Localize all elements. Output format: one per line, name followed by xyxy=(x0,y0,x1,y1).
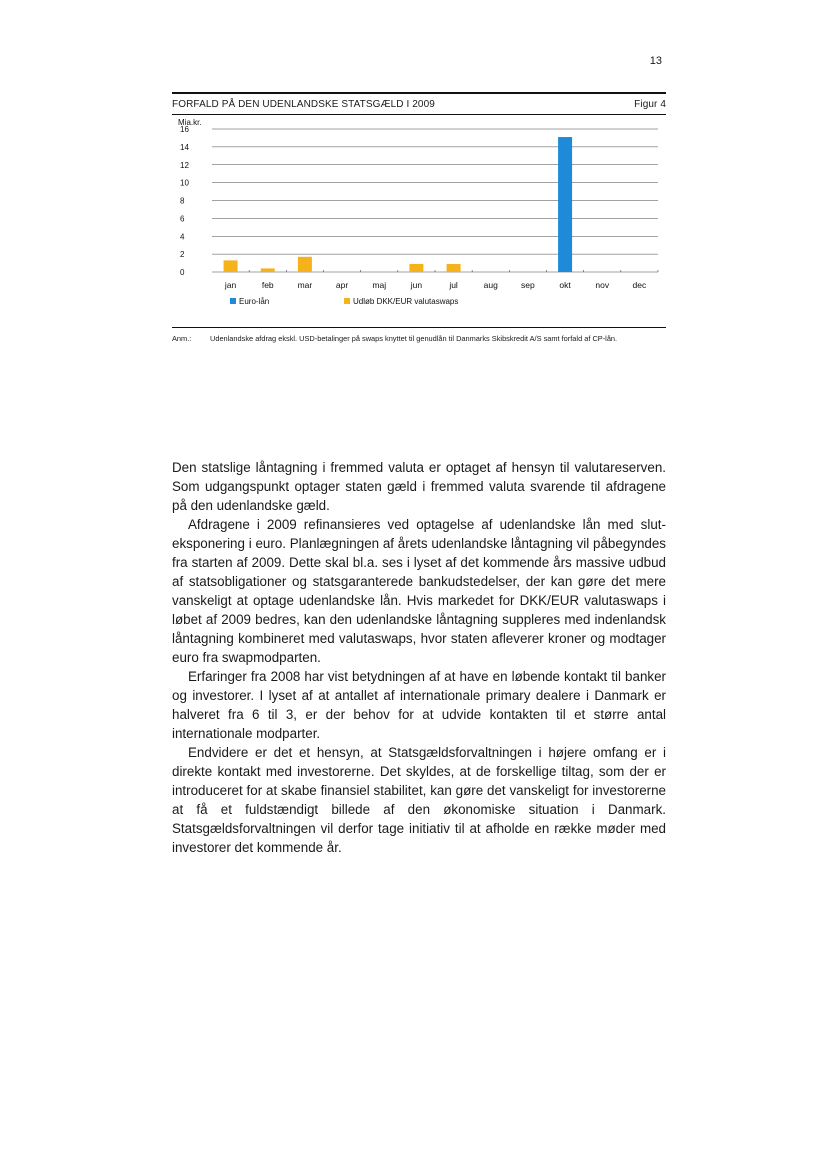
paragraph: Erfaringer fra 2008 har vist betydningen af at have en løbende kontakt til banker og investorer. I lyset af at antallet af internationale primary dealere i Danmark er halveret fra 6 til 3, er der behov for at udvide kontakten til et større antal internationale modparter. xyxy=(172,669,666,741)
x-tick-label: jan xyxy=(224,280,237,290)
bar xyxy=(409,264,423,272)
y-tick-label: 12 xyxy=(180,160,189,170)
figure-title: FORFALD PÅ DEN UDENLANDSKE STATSGÆLD I 2009 xyxy=(172,99,435,110)
figure-header xyxy=(172,94,666,114)
y-tick-label: 8 xyxy=(180,196,185,206)
page-number: 13 xyxy=(649,55,662,67)
y-tick-label: 16 xyxy=(180,125,189,134)
bar-chart xyxy=(172,115,666,325)
x-tick-label: jul xyxy=(449,280,458,290)
x-tick-label: mar xyxy=(297,280,313,290)
x-tick-label: nov xyxy=(595,280,610,290)
x-tick-label: maj xyxy=(372,280,387,290)
x-tick-label: aug xyxy=(483,280,498,290)
figure-note xyxy=(172,328,666,344)
y-axis-label: Mia.kr. xyxy=(178,118,202,127)
x-tick-label: jun xyxy=(410,280,423,290)
bar xyxy=(447,264,461,272)
y-tick-label: 0 xyxy=(180,268,185,277)
x-tick-label: dec xyxy=(632,280,647,290)
figure-note-text: Udenlandske afdrag ekskl. USD-betalinger på swaps knyttet til genudlån til Danmarks Skibskredit A/S samt forfald af CP-lån. xyxy=(210,334,618,343)
paragraph: Den statslige låntagning i fremmed valuta er optaget af hensyn til valutareserven. Som udgangspunkt optager staten gæld i fremmed valuta svarende til afdragene på den udenlandske gæld. xyxy=(172,460,666,513)
bar xyxy=(224,260,238,272)
y-tick-label: 4 xyxy=(180,232,185,242)
figure-4 xyxy=(172,92,666,344)
x-tick-label: sep xyxy=(521,280,535,290)
y-tick-label: 2 xyxy=(180,250,185,260)
y-tick-label: 6 xyxy=(180,214,185,224)
x-tick-label: okt xyxy=(559,280,571,290)
bar xyxy=(558,137,572,272)
figure-note-label: Anm.: xyxy=(172,334,192,343)
y-tick-label: 10 xyxy=(180,178,189,188)
x-tick-label: feb xyxy=(261,280,274,290)
bar xyxy=(298,257,312,272)
paragraph: Afdragene i 2009 refinansieres ved optagelse af udenlandske lån med sluteksponering i euro. Planlægningen af årets udenlandske låntagning vil påbegyndes fra starten af 2009. Dette skal bl.a. ses i lyset af det kommende års massive udbud af statsobligationer og statsgaranterede bankudstedelser, der kan gøre det mere vanskeligt at optage udenlandske lån. Hvis markedet for DKK/EUR valutaswaps i løbet af 2009 bedres, kan den udenlandske låntagning suppleres med indenlandsk låntagning kombineret med valutaswaps, hvor staten afleverer kroner og modtager euro fra swapmodparten. xyxy=(172,517,666,665)
legend-label: Euro-lån xyxy=(239,297,270,306)
paragraph: Endvidere er det et hensyn, at Statsgældsforvaltningen i højere omfang er i direkte kontakt med investorerne. Det skyldes, at de forskellige tiltag, som der er introduceret for at skabe finansiel stabilitet, kan gøre det vanskeligt for investorerne at få et fuldstændigt billede af den økonomiske situation i Danmark. Statsgældsforvaltningen vil derfor tage initiativ til at afholde en række møder med investorer det kommende år. xyxy=(172,745,666,855)
figure-label: Figur 4 xyxy=(634,99,666,110)
x-tick-label: apr xyxy=(335,280,349,290)
legend-swatch xyxy=(344,298,350,304)
bar xyxy=(261,268,275,272)
body-text xyxy=(172,458,666,857)
legend-label: Udløb DKK/EUR valutaswaps xyxy=(353,297,459,306)
y-tick-label: 14 xyxy=(180,142,189,152)
legend-swatch xyxy=(230,298,236,304)
